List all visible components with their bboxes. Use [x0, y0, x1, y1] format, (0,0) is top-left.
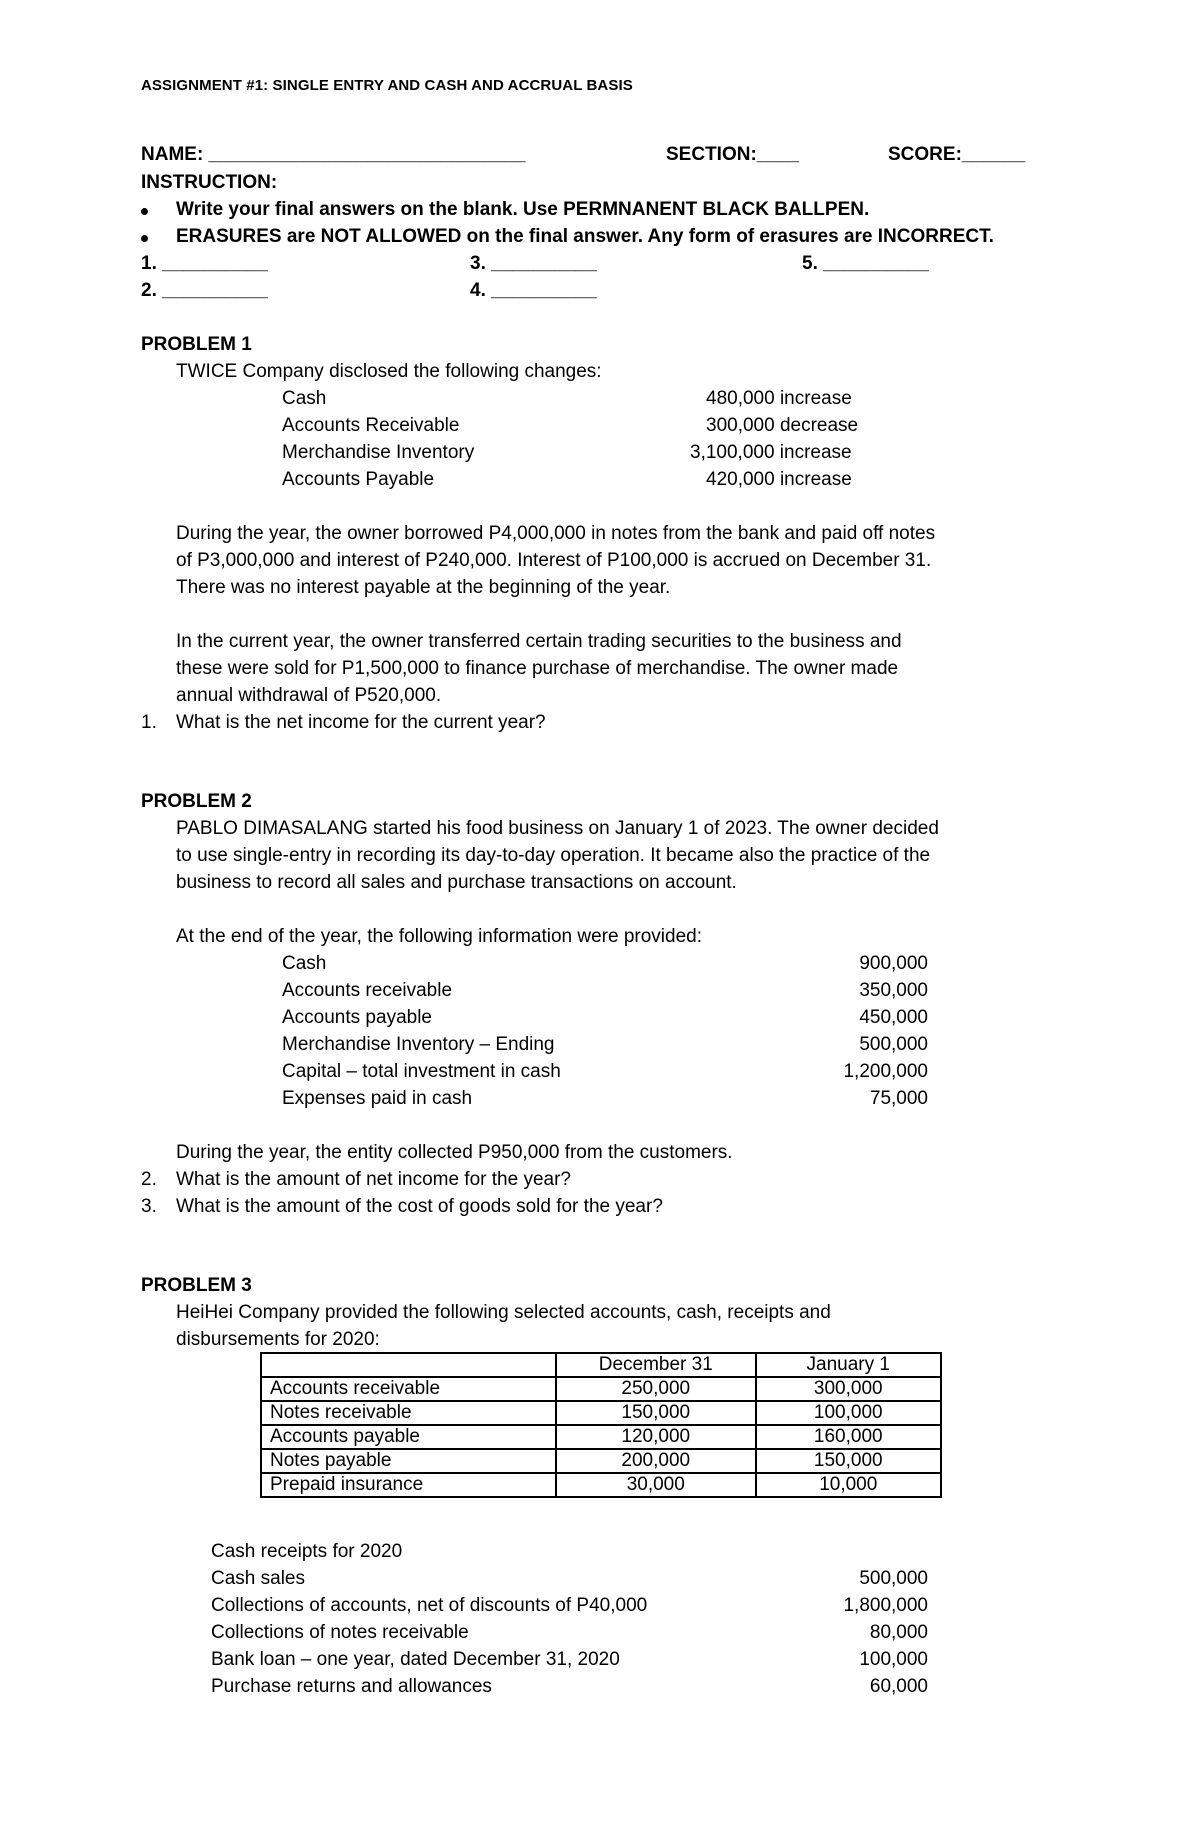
p1-para2-line: these were sold for P1,500,000 to finance purchase of merchandise. The owner made: [176, 658, 899, 679]
section-field: SECTION:____: [666, 144, 800, 165]
receipts-title: Cash receipts for 2020: [211, 1541, 403, 1562]
row-label: Notes receivable: [261, 1401, 556, 1425]
problem-2-heading: PROBLEM 2: [141, 791, 252, 812]
answer-blank-5: 5. __________: [802, 253, 929, 274]
table-row: [261, 1473, 941, 1497]
bullet-dot-2: [141, 235, 148, 242]
accounts-table: [260, 1352, 942, 1498]
answer-blank-3: 3. __________: [470, 253, 597, 274]
p2-item-label: Merchandise Inventory – Ending: [282, 1034, 555, 1055]
row-label: Prepaid insurance: [261, 1473, 556, 1497]
p2-item-label: Accounts receivable: [282, 980, 453, 1001]
instruction-label: INSTRUCTION:: [141, 172, 278, 193]
question-2-number: 2.: [141, 1169, 157, 1190]
cell-december: 120,000: [556, 1425, 756, 1449]
p1-para1-line: of P3,000,000 and interest of P240,000. Interest of P100,000 is accrued on December 31.: [176, 550, 932, 571]
p2-item-label: Cash: [282, 953, 327, 974]
problem-1-heading: PROBLEM 1: [141, 334, 252, 355]
row-label: Notes payable: [261, 1449, 556, 1473]
question-1-number: 1.: [141, 712, 157, 733]
p2-item-value: 350,000: [859, 980, 928, 1001]
row-label: Accounts receivable: [261, 1377, 556, 1401]
p2-item-value: 450,000: [859, 1007, 928, 1028]
p1-item-value: 3,100,000 increase: [690, 442, 852, 463]
cell-december: 30,000: [556, 1473, 756, 1497]
receipt-label: Cash sales: [211, 1568, 305, 1589]
p1-item-label: Accounts Receivable: [282, 415, 460, 436]
answer-blank-1: 1. __________: [141, 253, 268, 274]
p1-para2-line: In the current year, the owner transferred certain trading securities to the business and: [176, 631, 902, 652]
row-label: Accounts payable: [261, 1425, 556, 1449]
p1-item-value: 420,000 increase: [706, 469, 852, 490]
score-field: SCORE:______: [888, 144, 1026, 165]
cell-december: 200,000: [556, 1449, 756, 1473]
p2-lead: At the end of the year, the following information were provided:: [176, 926, 702, 947]
receipt-value: 60,000: [869, 1676, 928, 1697]
receipt-label: Bank loan – one year, dated December 31, 2020: [211, 1649, 620, 1670]
cell-january: 160,000: [756, 1425, 942, 1449]
question-2-text: What is the amount of net income for the year?: [176, 1169, 571, 1190]
p3-intro-line: disbursements for 2020:: [176, 1329, 380, 1350]
p2-intro-line: PABLO DIMASALANG started his food business on January 1 of 2023. The owner decided: [176, 818, 939, 839]
p3-intro-line: HeiHei Company provided the following selected accounts, cash, receipts and: [176, 1302, 831, 1323]
p1-para1-line: During the year, the owner borrowed P4,000,000 in notes from the bank and paid off notes: [176, 523, 936, 544]
p2-intro-line: to use single-entry in recording its day-to-day operation. It became also the practice of the: [176, 845, 931, 866]
problem-1-intro: TWICE Company disclosed the following changes:: [176, 361, 602, 382]
p2-item-value: 1,200,000: [843, 1061, 928, 1082]
table-header-row: [261, 1353, 941, 1377]
col-header-january: January 1: [756, 1353, 942, 1377]
receipt-label: Purchase returns and allowances: [211, 1676, 492, 1697]
col-header-december: December 31: [556, 1353, 756, 1377]
table-row: [261, 1449, 941, 1473]
receipt-value: 100,000: [859, 1649, 928, 1670]
p1-para2-line: annual withdrawal of P520,000.: [176, 685, 442, 706]
answer-blank-2: 2. __________: [141, 280, 268, 301]
receipt-value: 80,000: [869, 1622, 928, 1643]
cell-january: 100,000: [756, 1401, 942, 1425]
p1-item-value: 300,000 decrease: [706, 415, 859, 436]
cell-january: 300,000: [756, 1377, 942, 1401]
receipt-label: Collections of accounts, net of discounts of P40,000: [211, 1595, 648, 1616]
p1-para1-line: There was no interest payable at the beginning of the year.: [176, 577, 671, 598]
question-1-text: What is the net income for the current year?: [176, 712, 546, 733]
p2-item-value: 500,000: [859, 1034, 928, 1055]
cell-december: 250,000: [556, 1377, 756, 1401]
instruction-bullet-2: ERASURES are NOT ALLOWED on the final answer. Any form of erasures are INCORRECT.: [176, 226, 994, 247]
p1-item-value: 480,000 increase: [706, 388, 852, 409]
answer-blank-4: 4. __________: [470, 280, 597, 301]
p2-item-label: Accounts payable: [282, 1007, 432, 1028]
p2-item-value: 75,000: [869, 1088, 928, 1109]
p2-item-value: 900,000: [859, 953, 928, 974]
cell-december: 150,000: [556, 1401, 756, 1425]
question-3-number: 3.: [141, 1196, 157, 1217]
receipt-label: Collections of notes receivable: [211, 1622, 469, 1643]
p1-item-label: Merchandise Inventory: [282, 442, 475, 463]
question-3-text: What is the amount of the cost of goods sold for the year?: [176, 1196, 663, 1217]
p1-item-label: Cash: [282, 388, 327, 409]
p2-collection: During the year, the entity collected P950,000 from the customers.: [176, 1142, 733, 1163]
table-row: [261, 1425, 941, 1449]
name-field: NAME: ______________________________: [141, 144, 526, 165]
table-row: [261, 1401, 941, 1425]
p2-item-label: Capital – total investment in cash: [282, 1061, 561, 1082]
table-header-blank: [261, 1353, 556, 1377]
instruction-bullet-1: Write your final answers on the blank. Use PERMNANENT BLACK BALLPEN.: [176, 199, 870, 220]
table-row: [261, 1377, 941, 1401]
receipt-value: 500,000: [859, 1568, 928, 1589]
p2-item-label: Expenses paid in cash: [282, 1088, 473, 1109]
receipt-value: 1,800,000: [843, 1595, 928, 1616]
problem-3-heading: PROBLEM 3: [141, 1275, 252, 1296]
document-title: ASSIGNMENT #1: SINGLE ENTRY AND CASH AND ACCRUAL BASIS: [141, 77, 633, 94]
bullet-dot-1: [141, 208, 148, 215]
cell-january: 150,000: [756, 1449, 942, 1473]
cell-january: 10,000: [756, 1473, 942, 1497]
p2-intro-line: business to record all sales and purchase transactions on account.: [176, 872, 737, 893]
p1-item-label: Accounts Payable: [282, 469, 435, 490]
